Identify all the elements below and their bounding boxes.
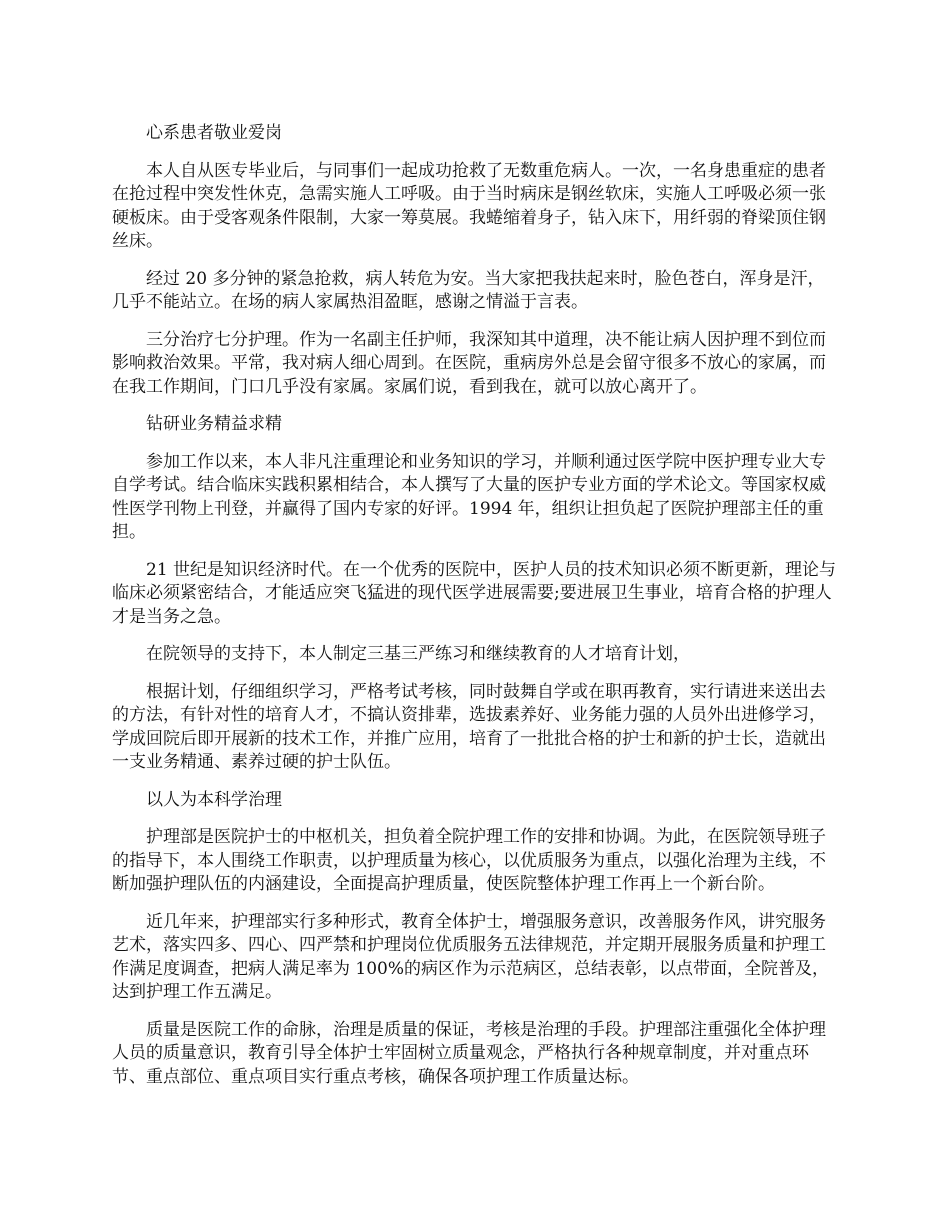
section-heading-3: 以人为本科学治理 xyxy=(146,789,282,810)
paragraph-1: 本人自从医专毕业后，与同事们一起成功抢救了无数重危病人。一次，一名身患重症的患者在抢过程中突发性休克，急需实施人工呼吸。由于当时病床是钢丝软床，实施人工呼吸必须一张硬板床。由于受客观条件限制，大家一筹莫展。我蜷缩着身子，钻入床下，用纤弱的脊梁顶住钢丝床。 xyxy=(112,160,826,251)
paragraph-5: 21 世纪是知识经济时代。在一个优秀的医院中，医护人员的技术知识必须不断更新，理论与临床必须紧密结合，才能适应突飞猛进的现代医学进展需要;要进展卫生事业，培育合格的护理人才是当务之急。 xyxy=(112,559,837,627)
paragraph-2: 经过 20 多分钟的紧急抢救，病人转危为安。当大家把我扶起来时，脸色苍白，浑身是汗，几乎不能站立。在场的病人家属热泪盈眶，感谢之情溢于言表。 xyxy=(112,268,825,312)
paragraph-7: 根据计划，仔细组织学习，严格考试考核，同时鼓舞自学或在职再教育，实行请进来送出去的方法，有针对性的培育人才，不搞认资排辈，选拔素养好、业务能力强的人员外出进修学习，学成回院后即开展新的技术工作，并推广应用，培育了一批批合格的护士和新的护士长，造就出一支业务精通、素养过硬的护士队伍。 xyxy=(112,681,826,772)
section-heading-1: 心系患者敬业爱岗 xyxy=(146,123,282,143)
paragraph-4: 参加工作以来，本人非凡注重理论和业务知识的学习，并顺利通过医学院中医护理专业大专自学考试。结合临床实践积累相结合，本人撰写了大量的医护专业方面的学术论文。等国家权威性医学刊物上刊登，并赢得了国内专家的好评。1994 年，组织让担负起了医院护理部主任的重担。 xyxy=(112,451,826,542)
paragraph-10: 质量是医院工作的命脉，治理是质量的保证，考核是治理的手段。护理部注重强化全体护理人员的质量意识，教育引导全体护士牢固树立质量观念，严格执行各种规章制度，并对重点环节、重点部位、重点项目实行重点考核，确保各项护理工作质量达标。 xyxy=(112,1019,826,1087)
paragraph-8: 护理部是医院护士的中枢机关，担负着全院护理工作的安排和协调。为此，在医院领导班子的指导下，本人围绕工作职责，以护理质量为核心，以优质服务为重点，以强化治理为主线，不断加强护理队伍的内涵建设，全面提高护理质量，使医院整体护理工作再上一个新台阶。 xyxy=(112,827,826,894)
section-heading-2: 钻研业务精益求精 xyxy=(146,414,282,434)
paragraph-6: 在院领导的支持下，本人制定三基三严练习和继续教育的人才培育计划， xyxy=(146,644,690,664)
paragraph-3: 三分治疗七分护理。作为一名副主任护师，我深知其中道理，决不能让病人因护理不到位而影响救治效果。平常，我对病人细心周到。在医院，重病房外总是会留守很多不放心的家属，而在我工作期间，门口几乎没有家属。家属们说，看到我在，就可以放心离开了。 xyxy=(112,329,826,397)
document-body xyxy=(112,122,840,1103)
paragraph-9: 近几年来，护理部实行多种形式，教育全体护士，增强服务意识，改善服务作风，讲究服务艺术，落实四多、四心、四严禁和护理岗位优质服务五法律规范，并定期开展服务质量和护理工作满足度调查，把病人满足率为 100%的病区作为示范病区，总结表彰，以点带面，全院普及，达到护理工作五满足。 xyxy=(112,911,830,1002)
